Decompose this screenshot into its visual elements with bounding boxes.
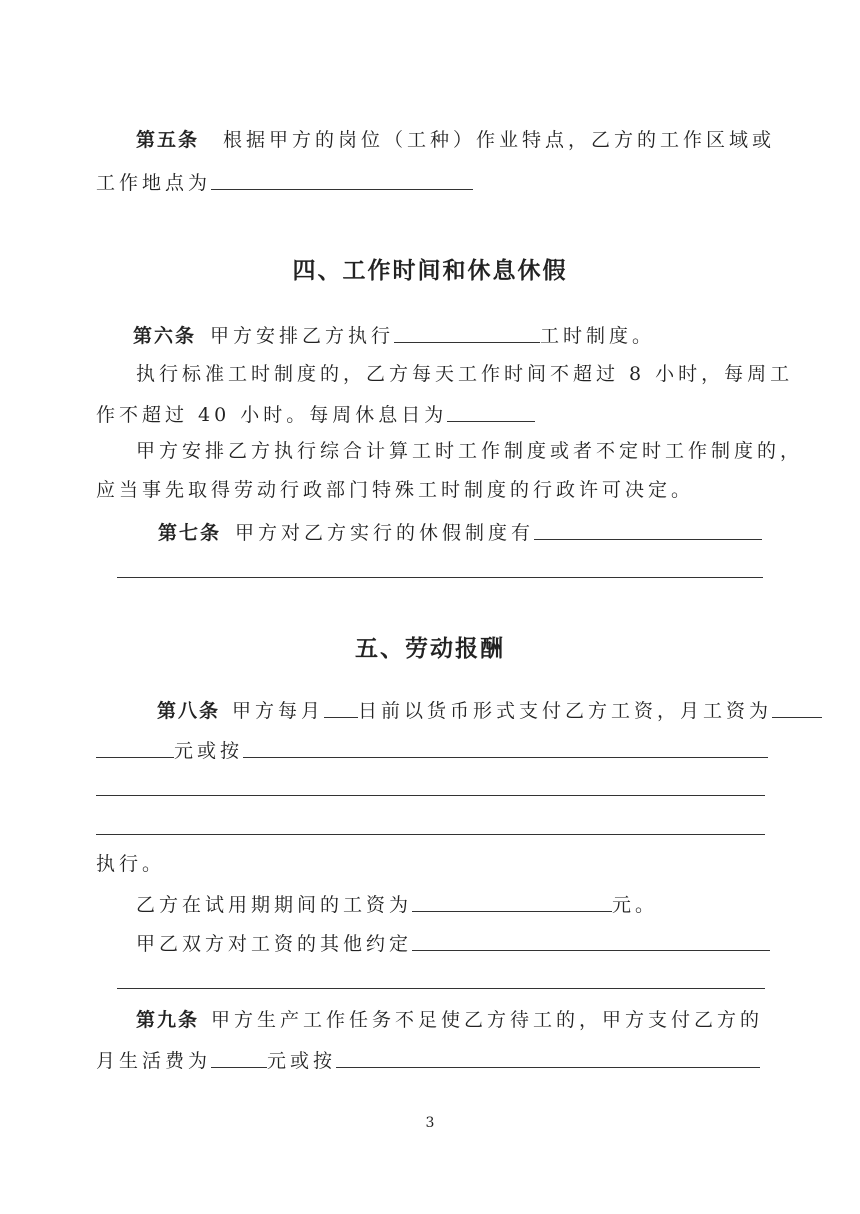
article-8-text-c: 元或按: [174, 740, 244, 762]
article-8-line-1: [157, 699, 822, 721]
article-6-paragraph-3-line-2: 应当事先取得劳动行政部门特殊工时制度的行政许可决定。: [96, 479, 695, 501]
article-7-text: 甲方对乙方实行的休假制度有: [235, 522, 535, 544]
article-5-text-2: 工作地点为: [96, 172, 212, 194]
work-hours-system-blank[interactable]: [394, 324, 540, 343]
article-6-label: 第六条: [133, 325, 197, 347]
living-allowance-text: 月生活费为: [96, 1050, 212, 1072]
article-7-line-1: [158, 521, 762, 543]
article-9-line-2: [96, 1049, 760, 1071]
living-allowance-method-blank[interactable]: [336, 1049, 760, 1068]
monthly-wage-blank[interactable]: [772, 699, 822, 718]
article-6-paragraph-2-line-2: [96, 403, 535, 425]
article-7-label: 第七条: [158, 522, 222, 544]
article-5-text: 根据甲方的岗位（工种）作业特点，乙方的工作区域或: [223, 129, 776, 151]
wage-method-blank[interactable]: [243, 739, 768, 758]
wage-method-blank-line-2[interactable]: [96, 795, 765, 796]
probation-wage-unit: 元。: [612, 894, 659, 916]
article-9-text-1: 甲方生产工作任务不足使乙方待工的，甲方支付乙方的: [211, 1009, 764, 1031]
rest-day-text: 作不超过 40 小时。每周休息日为: [96, 404, 448, 426]
probation-wage-text: 乙方在试用期期间的工资为: [136, 894, 413, 916]
living-allowance-unit: 元或按: [267, 1050, 337, 1072]
other-wage-terms-blank[interactable]: [412, 932, 770, 951]
other-wage-terms-line: [136, 932, 770, 954]
article-8-text-d: 执行。: [96, 853, 166, 875]
other-wage-terms-text: 甲乙双方对工资的其他约定: [136, 933, 413, 955]
monthly-wage-blank-2[interactable]: [96, 739, 174, 758]
probation-wage-line: [136, 893, 658, 915]
article-6-text-b: 工时制度。: [540, 325, 656, 347]
article-8-line-2: [96, 739, 768, 761]
article-5-label: 第五条: [136, 129, 200, 151]
other-wage-terms-blank-line-2[interactable]: [117, 988, 765, 989]
leave-policy-blank[interactable]: [534, 521, 762, 540]
article-8-text-b: 日前以货币形式支付乙方工资，月工资为: [358, 700, 773, 722]
article-8-label: 第八条: [157, 700, 221, 722]
article-5-line-2: [96, 171, 473, 193]
leave-policy-blank-line-2[interactable]: [117, 577, 763, 578]
article-9-line-1: [136, 1011, 763, 1030]
article-6-paragraph-3-line-1: 甲方安排乙方执行综合计算工时工作制度或者不定时工作制度的，: [136, 440, 804, 462]
article-5-line-1: [136, 131, 775, 150]
wage-method-blank-line-3[interactable]: [96, 834, 765, 835]
living-allowance-blank[interactable]: [211, 1049, 267, 1068]
section-5-heading: 五、劳动报酬: [355, 636, 505, 662]
pay-day-blank[interactable]: [324, 699, 358, 718]
section-4-heading: 四、工作时间和休息休假: [292, 258, 568, 284]
article-6-line-1: [133, 324, 655, 346]
article-9-label: 第九条: [136, 1009, 200, 1031]
page-number: 3: [425, 1115, 435, 1131]
article-8-text-a: 甲方每月: [232, 700, 325, 722]
article-6-paragraph-2-line-1: 执行标准工时制度的，乙方每天工作时间不超过 8 小时，每周工: [136, 363, 794, 385]
article-6-text-a: 甲方安排乙方执行: [210, 325, 395, 347]
work-location-blank[interactable]: [211, 171, 473, 190]
probation-wage-blank[interactable]: [412, 893, 612, 912]
rest-day-blank[interactable]: [447, 403, 535, 422]
